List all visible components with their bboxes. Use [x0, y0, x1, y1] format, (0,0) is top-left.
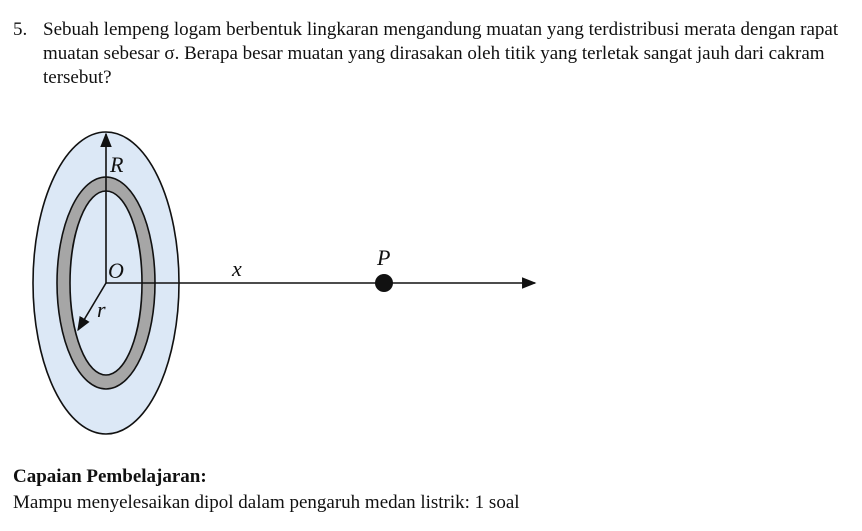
problem-text: Sebuah lempeng logam berbentuk lingkaran mengandung muatan yang terdistribusi merata dengan rapat muatan sebesar σ. Berapa besar muatan yang dirasakan oleh titik yang terletak sangat jauh dari cakram tersebut? [43, 19, 839, 88]
learning-outcome-title: Capaian Pembelajaran: [13, 466, 207, 487]
label-r: r [97, 297, 106, 322]
problem-statement [13, 18, 843, 90]
disk-diagram [0, 120, 560, 450]
point-P [375, 274, 393, 292]
label-P: P [377, 245, 391, 270]
label-x: x [232, 256, 242, 281]
problem-number: 5. [13, 19, 28, 40]
learning-outcome-text: Mampu menyelesaikan dipol dalam pengaruh medan listrik: 1 soal [13, 492, 520, 513]
label-O: O [108, 258, 124, 283]
label-R: R [110, 152, 124, 177]
